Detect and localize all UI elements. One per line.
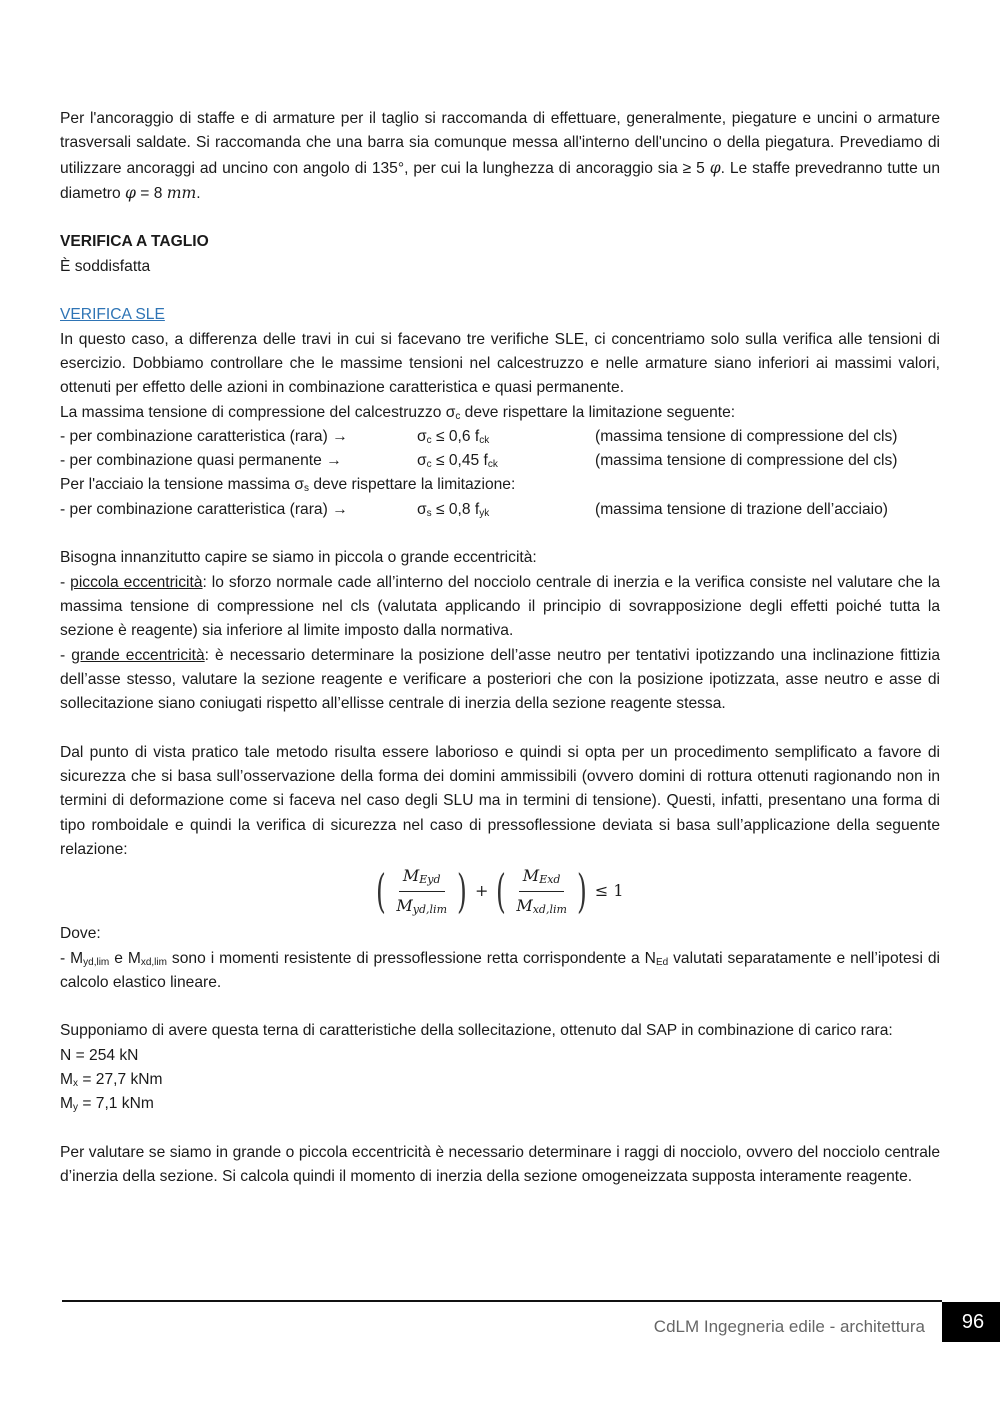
- paren-close: ): [457, 864, 467, 919]
- limit-note: (massima tensione di trazione dell’acciaio): [595, 500, 888, 518]
- anchorage-end: .: [196, 184, 201, 202]
- large-eccentricity-item: - grande eccentricità: è necessario determinare la posizione dell’asse neutro per tentativi ipotizzando una inclinazione fittizia dell’asse stesso, valutare la sezione reagente e verificare a posteriori che con la posizione ipotizzata, asse neutro e asse di sollecitazione siano coniugati rispetto all’ellisse centrale di inerzia della sezione reagente stessa.: [60, 646, 940, 713]
- limit-formula: $\sigma_s \le 0,8$ $f_{yk}$: [417, 500, 490, 519]
- fraction-y: $\frac{M_{Eyd}}{M_{yd,lim}}$: [396, 866, 448, 916]
- force-my: $M_y = 7,1$ kNm: [60, 1095, 154, 1114]
- limit-label: - per combinazione caratteristica (rara) →: [60, 500, 348, 518]
- shear-heading: VERIFICA A TAGLIO: [60, 233, 209, 251]
- footer-course: CdLM Ingegneria edile - architettura: [653, 1317, 925, 1336]
- paren-open: (: [496, 864, 507, 919]
- paren-close: ): [576, 864, 587, 919]
- phi-symbol: φ: [125, 183, 136, 202]
- shear-result: È soddisfatta: [60, 257, 151, 275]
- steel-intro: Per l'acciaio la tensione massima $\sigma_s$ deve rispettare la limitazione:: [60, 476, 516, 495]
- anchorage-text: Per l'ancoraggio di staffe e di armature per il taglio si raccomanda di effettuare, generalmente, piegature e uncini o armature trasversali saldate. Si raccomanda che una barra sia comunque messa all'interno dell'uncino o della piegatura. Prevediamo di utilizzare ancoraggi ad uncino con angolo di 135°, per cui la lunghezza di ancoraggio sia ≥ 5: [60, 110, 940, 177]
- practical-paragraph: Dal punto di vista pratico tale metodo risulta essere laborioso e quindi si opta per un procedimento semplificato a favore di sicurezza che si basa sull’osservazione della forma dei domini ammissibili (ovvero domini di rottura ottenuti ragionando non in termini di deformazione come si faceva nel caso degli SLU ma in termini di tensione). Questi, infatti, presentano una forma di tipo romboidale e quindi la verifica di sicurezza nel caso di pressoflessione deviata si basa sull’applicazione della seguente relazione:: [60, 743, 940, 858]
- formula-rhs: ≤ 1: [594, 881, 624, 901]
- paren-open: (: [376, 864, 387, 919]
- limit-row-rara: [60, 425, 940, 449]
- eccentricity-intro: Bisogna innanzitutto capire se siamo in piccola o grande eccentricità:: [60, 549, 537, 567]
- small-eccentricity-item: - piccola eccentricità: lo sforzo normale cade all’interno del nocciolo centrale di inerzia e la verifica consiste nel valutare che la massima tensione di compressione nel cls (valutata applicando il principio di sovrapposizione degli effetti poiché tutta la sezione è reagente) sia inferiore al limite imposto dalla normativa.: [60, 573, 940, 640]
- small-eccentricity-term: piccola eccentricità: [70, 573, 203, 591]
- where-text: - $M_{yd,lim}$ e $M_{xd,lim}$ sono i momenti resistente di pressoflessione retta corrispondente a $N_{Ed}$ valutati separatamente e nell’ipotesi di calcolo elastico lineare.: [60, 949, 941, 991]
- large-eccentricity-term: grande eccentricità: [71, 646, 205, 664]
- phi-symbol: φ: [709, 158, 721, 177]
- unit-mm: mm: [166, 183, 197, 202]
- limit-row-steel: [60, 498, 940, 522]
- limit-formula: $\sigma_c \le 0,6$ $f_{ck}$: [417, 427, 490, 446]
- anchorage-paragraph: [60, 107, 940, 206]
- limit-formula: $\sigma_c \le 0,45$ $f_{ck}$: [417, 452, 498, 471]
- fraction-x: $\frac{M_{Exd}}{M_{xd,lim}}$: [516, 866, 567, 916]
- sle-heading-link[interactable]: VERIFICA SLE: [60, 306, 165, 324]
- final-paragraph: Per valutare se siamo in grande o piccola eccentricità è necessario determinare i raggi di nocciolo, ovvero del nocciolo centrale d’inerzia della sezione. Si calcola quindi il momento di inerzia della sezione omogeneizzata supposta interamente reagente.: [60, 1143, 940, 1186]
- plus-sign: +: [474, 881, 489, 901]
- force-mx: $M_x = 27,7$ kNm: [60, 1070, 163, 1089]
- force-n: N = 254 kN: [60, 1046, 139, 1064]
- limit-label: - per combinazione quasi permanente →: [60, 452, 342, 470]
- limit-note: (massima tensione di compressione del cls): [595, 452, 898, 470]
- page-number: 96: [942, 1302, 1000, 1342]
- anchorage-text-2: . Le staffe prevedranno tutte un diametro: [60, 159, 940, 202]
- sap-paragraph: Supponiamo di avere questa terna di caratteristiche della sollecitazione, ottenuto dal SAP in combinazione di carico rara:: [60, 1022, 893, 1040]
- footer-divider: [62, 1300, 942, 1302]
- concrete-intro: La massima tensione di compressione del calcestruzzo $\sigma_c$ deve rispettare la limitazione seguente:: [60, 403, 736, 422]
- sle-intro: In questo caso, a differenza delle travi in cui si facevano tre verifiche SLE, ci concentriamo solo sulla verifica alle tensioni di esercizio. Dobbiamo controllare che le massime tensioni nel calcestruzzo e nelle armature siano inferiori ai massimi valori, ottenuti per effetto delle azioni in combinazione caratteristica e quasi permanente.: [60, 330, 940, 397]
- interaction-formula: [60, 863, 940, 919]
- limit-label: - per combinazione caratteristica (rara) →: [60, 427, 348, 445]
- where-label: Dove:: [60, 925, 101, 943]
- limit-note: (massima tensione di compressione del cls): [595, 427, 898, 445]
- page-content: [60, 107, 940, 1189]
- limit-row-quasi-permanente: [60, 449, 940, 473]
- anchorage-text-3: = 8: [135, 184, 167, 202]
